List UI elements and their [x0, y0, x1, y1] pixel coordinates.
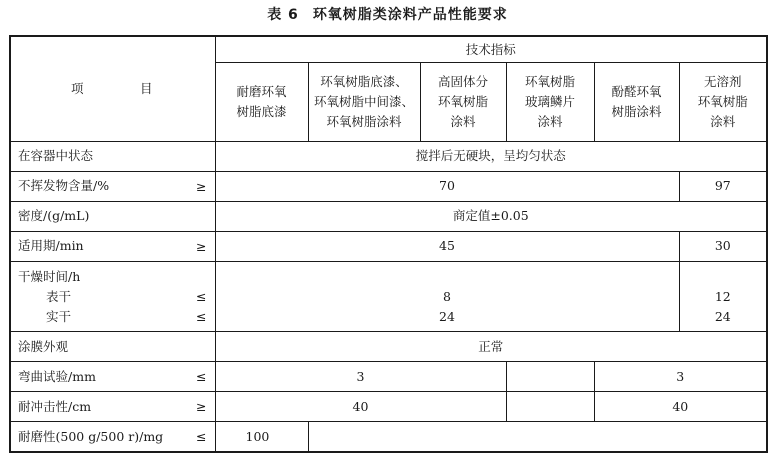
row-label: 不挥发物含量/%: [18, 178, 110, 194]
sub-label-surface-text: 表干: [46, 288, 72, 304]
row-label-cell: [10, 262, 215, 332]
header-col-6-line-1: 无溶剂: [704, 74, 742, 90]
row-abrasion: [10, 422, 767, 452]
header-col-5-line-2: 树脂涂料: [611, 104, 662, 120]
header-col-2-line-1: 环氧树脂底漆、: [320, 74, 408, 90]
row-value-right: 3: [594, 362, 767, 392]
header-item-cell: 项 目: [10, 36, 215, 142]
header-col-3-line-1: 高固体分: [437, 74, 488, 90]
row-value-solventless: 30: [679, 232, 767, 262]
row-value: 正常: [215, 332, 767, 362]
header-col-4-line-2: 玻璃鳞片: [524, 94, 575, 110]
comparison-symbol: ≥: [196, 178, 207, 194]
header-col-2-line-2: 环氧树脂中间漆、: [313, 94, 414, 110]
row-value-main: 70: [215, 172, 679, 202]
row-label: 涂膜外观: [10, 332, 215, 362]
spacer-line: [686, 267, 761, 287]
header-col-2: [308, 63, 420, 142]
table-title: 环氧树脂类涂料产品性能要求: [312, 7, 508, 23]
row-value: 100: [215, 422, 308, 452]
hard-dry-value: 24: [439, 308, 455, 324]
row-value-left: 3: [215, 362, 506, 392]
hard-dry-value-solventless: 24: [714, 308, 731, 324]
row-value-right: 40: [594, 392, 767, 422]
row-bending: [10, 362, 767, 392]
header-col-6-line-2: 环氧树脂: [697, 94, 748, 110]
row-nonvolatile: [10, 172, 767, 202]
comparison-symbol: ≤: [196, 288, 207, 304]
row-value-left: 40: [215, 392, 506, 422]
row-label: 在容器中状态: [10, 142, 215, 172]
row-label-cell: [10, 232, 215, 262]
row-label-cell: [10, 172, 215, 202]
row-label-cell: [10, 362, 215, 392]
header-col-5-line-1: 酚醛环氧: [611, 84, 662, 100]
table-number: 表 6: [267, 7, 299, 23]
row-label: 干燥时间/h: [18, 268, 81, 284]
row-label: 耐磨性(500 g/500 r)/mg: [18, 428, 164, 444]
header-col-6-line-3: 涂料: [710, 114, 736, 130]
header-col-4-line-3: 涂料: [537, 114, 563, 130]
row-drying-time: [10, 262, 767, 332]
header-col-1: [215, 63, 308, 142]
comparison-symbol: ≥: [196, 398, 207, 414]
header-col-4: [506, 63, 594, 142]
header-group-cell: 技术指标: [215, 36, 767, 63]
row-label: 弯曲试验/mm: [18, 368, 96, 384]
row-impact: [10, 392, 767, 422]
header-col-1-line-2: 树脂底漆: [236, 104, 287, 120]
header-col-1-line-1: 耐磨环氧: [236, 84, 287, 100]
row-value-main: 45: [215, 232, 679, 262]
sub-label-hard: [18, 307, 209, 327]
performance-table: [9, 35, 768, 453]
header-col-4-line-1: 环氧树脂: [524, 74, 575, 90]
row-value-empty: [308, 422, 767, 452]
comparison-symbol: ≤: [196, 428, 207, 444]
row-value-main: [215, 262, 679, 332]
row-density: [10, 202, 767, 232]
sub-label-surface: [18, 287, 209, 307]
comparison-symbol: ≤: [196, 368, 207, 384]
row-value-empty: [506, 362, 594, 392]
row-label: 适用期/min: [18, 238, 84, 254]
row-label: 密度/(g/mL): [10, 202, 215, 232]
row-value-solventless: [679, 262, 767, 332]
row-label: 耐冲击性/cm: [18, 398, 92, 414]
row-label-cell: [10, 392, 215, 422]
row-container-state: [10, 142, 767, 172]
header-col-3-line-3: 涂料: [450, 114, 476, 130]
comparison-symbol: ≤: [196, 308, 207, 324]
spacer-line: [222, 267, 673, 287]
header-col-5: [594, 63, 679, 142]
header-col-3: [420, 63, 506, 142]
row-appearance: [10, 332, 767, 362]
row-value: 商定值±0.05: [215, 202, 767, 232]
row-value-solventless: 97: [679, 172, 767, 202]
surface-dry-value-solventless: 12: [714, 288, 731, 304]
row-value: 搅拌后无硬块，呈均匀状态: [215, 142, 767, 172]
surface-dry-value: 8: [443, 288, 451, 304]
table-caption: [0, 4, 775, 24]
row-value-empty: [506, 392, 594, 422]
sub-label-hard-text: 实干: [46, 308, 72, 324]
row-label-cell: [10, 422, 215, 452]
header-col-6: [679, 63, 767, 142]
header-row-1: [10, 36, 767, 63]
header-col-3-line-2: 环氧树脂: [437, 94, 488, 110]
row-potlife: [10, 232, 767, 262]
comparison-symbol: ≥: [196, 238, 207, 254]
header-col-2-line-3: 环氧树脂涂料: [326, 114, 402, 130]
